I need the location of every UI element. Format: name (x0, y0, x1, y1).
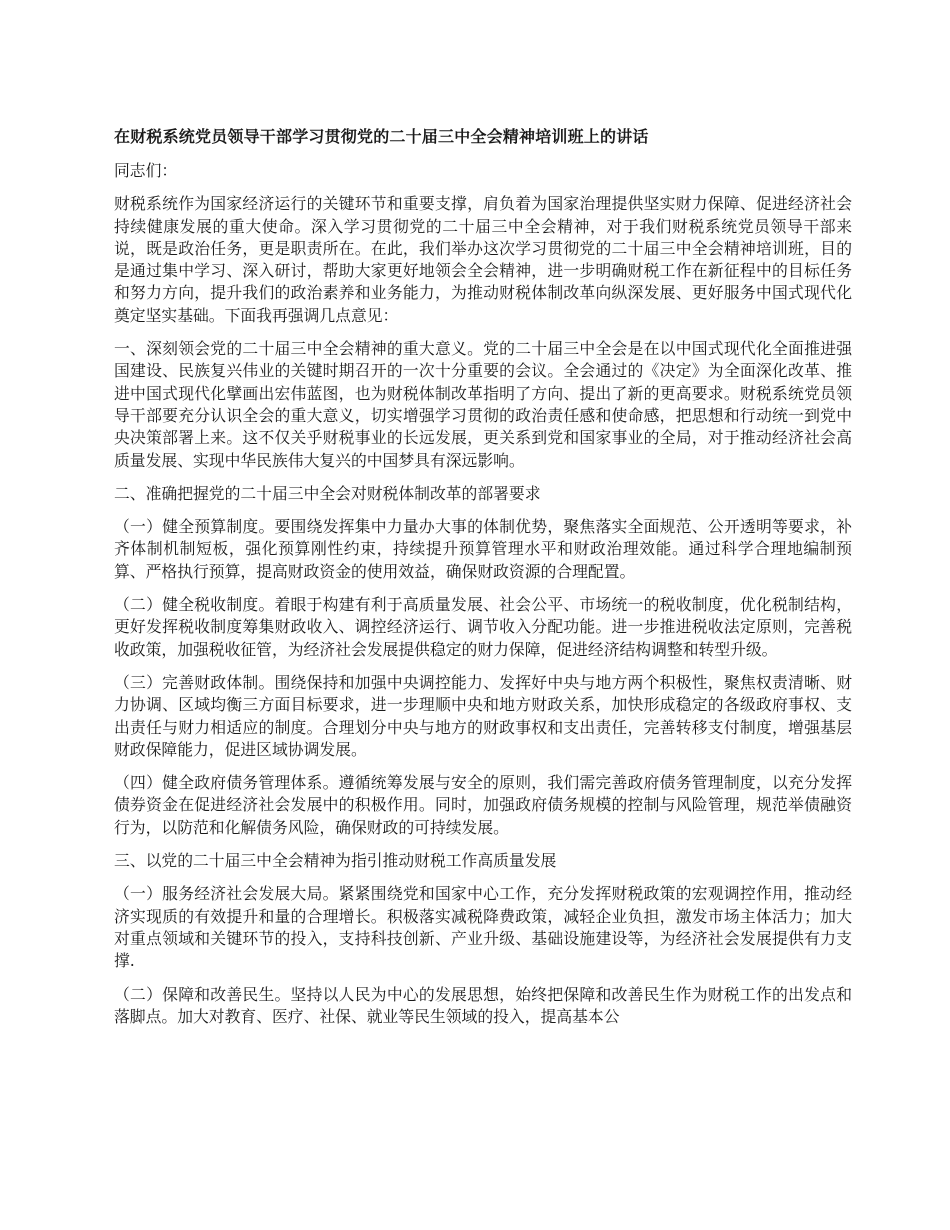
section-2-item-1: （一）健全预算制度。要围绕发挥集中力量办大事的体制优势，聚焦落实全面规范、公开透明等要求，补齐体制机制短板，强化预算刚性约束，持续提升预算管理水平和财政治理效能。通过科学合理地编制预算、严格执行预算，提高财政资金的使用效益，确保财政资源的合理配置。 (114, 517, 852, 581)
document-title: 在财税系统党员领导干部学习贯彻党的二十届三中全会精神培训班上的讲话 (114, 127, 649, 146)
intro-paragraph: 财税系统作为国家经济运行的关键环节和重要支撑，肩负着为国家治理提供坚实财力保障、促进经济社会持续健康发展的重大使命。深入学习贯彻党的二十届三中全会精神，对于我们财税系统党员领导干部来说，既是政治任务，更是职责所在。在此，我们举办这次学习贯彻党的二十届三中全会精神培训班，目的是通过集中学习、深入研讨，帮助大家更好地领会全会精神，进一步明确财税工作在新征程中的目标任务和努力方向，提升我们的政治素养和业务能力，为推动财税体制改革向纵深发展、更好服务中国式现代化奠定坚实基础。下面我再强调几点意见： (114, 194, 852, 325)
section-3-item-2: （二）保障和改善民生。坚持以人民为中心的发展思想，始终把保障和改善民生作为财税工作的出发点和落脚点。加大对教育、医疗、社保、就业等民生领域的投入，提高基本公 (114, 984, 852, 1026)
section-3-heading: 三、以党的二十届三中全会精神为指引推动财税工作高质量发展 (114, 851, 557, 871)
salutation: 同志们： (114, 161, 178, 180)
section-1-paragraph: 一、深刻领会党的二十届三中全会精神的重大意义。党的二十届三中全会是在以中国式现代化全面推进强国建设、民族复兴伟业的关键时期召开的一次十分重要的会议。全会通过的《决定》为全面深化改革、推进中国式现代化擘画出宏伟蓝图，也为财税体制改革指明了方向、提出了新的更高要求。财税系统党员领导干部要充分认识全会的重大意义，切实增强学习贯彻的政治责任感和使命感，把思想和行动统一到党中央决策部署上来。这不仅关乎财税事业的长远发展，更关系到党和国家事业的全局，对于推动经济社会高质量发展、实现中华民族伟大复兴的中国梦具有深远影响。 (114, 339, 852, 470)
section-2-heading: 二、准确把握党的二十届三中全会对财税体制改革的部署要求 (114, 483, 541, 503)
section-2-item-4: （四）健全政府债务管理体系。遵循统筹发展与安全的原则，我们需完善政府债务管理制度，以充分发挥债券资金在促进经济社会发展中的积极作用。同时，加强政府债务规模的控制与风险管理，规范举债融资行为，以防范和化解债务风险，确保财政的可持续发展。 (114, 773, 852, 837)
section-3-item-1: （一）服务经济社会发展大局。紧紧围绕党和国家中心工作，充分发挥财税政策的宏观调控作用，推动经济实现质的有效提升和量的合理增长。积极落实减税降费政策，减轻企业负担，激发市场主体活力；加大对重点领域和关键环节的投入，支持科技创新、产业升级、基础设施建设等，为经济社会发展提供有力支撑. (114, 884, 852, 971)
document-page (114, 126, 852, 1039)
section-2-item-2: （二）健全税收制度。着眼于构建有利于高质量发展、社会公平、市场统一的税收制度，优化税制结构，更好发挥税收制度筹集财政收入、调控经济运行、调节收入分配功能。进一步推进税收法定原则，完善税收政策，加强税收征管，为经济社会发展提供稳定的财力保障，促进经济结构调整和转型升级。 (114, 595, 852, 659)
section-2-item-3: （三）完善财政体制。围绕保持和加强中央调控能力、发挥好中央与地方两个积极性，聚焦权责清晰、财力协调、区域均衡三方面目标要求，进一步理顺中央和地方财政关系，加快形成稳定的各级政府事权、支出责任与财力相适应的制度。合理划分中央与地方的财政事权和支出责任，完善转移支付制度，增强基层财政保障能力，促进区域协调发展。 (114, 672, 852, 759)
